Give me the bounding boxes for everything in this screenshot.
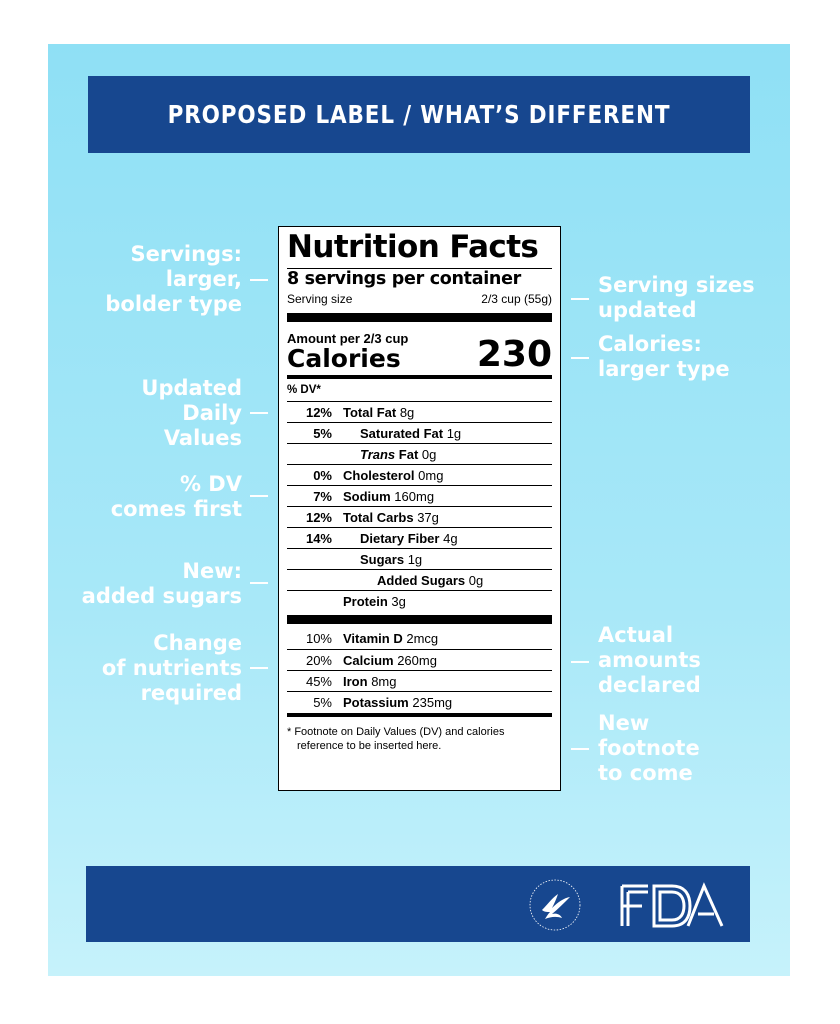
footnote: [287, 725, 542, 753]
footnote-line: * Footnote on Daily Values (DV) and calories: [287, 726, 505, 738]
nutrient-amount: 4g: [443, 531, 458, 546]
callout-line: Updated: [141, 376, 242, 400]
callout-line: Change: [153, 631, 242, 655]
nutrient-dv: 7%: [313, 489, 332, 504]
nutrient-amount: 37g: [417, 510, 439, 525]
callout-line: % DV: [179, 472, 242, 496]
page-title: PROPOSED LABEL / WHAT’S DIFFERENT: [167, 100, 671, 129]
nutrition-facts-label: [278, 226, 561, 791]
nutrient-name: Sugars: [360, 552, 405, 567]
nutrient-row: [287, 506, 552, 528]
divider-medium: [287, 375, 552, 379]
callout-line: Actual: [598, 623, 674, 647]
vitamin-row: [287, 691, 552, 713]
nutrient-amount: 8g: [399, 405, 415, 420]
callout-calories: [598, 332, 730, 382]
nutrient-name: Cholesterol: [343, 468, 415, 483]
callout-line: footnote: [598, 736, 700, 760]
nutrient-row: [287, 422, 552, 444]
label-title: Nutrition Facts: [287, 229, 539, 265]
nutrient-dv: 12%: [305, 405, 332, 420]
callout-connector: [250, 667, 268, 669]
nutrient-amount: 1g: [407, 552, 423, 567]
vitamin-amount: 2mcg: [406, 631, 439, 646]
callout-serving-sizes: [598, 273, 755, 323]
dv-header: % DV*: [287, 384, 321, 396]
divider-medium: [287, 713, 552, 717]
vitamin-dv: 45%: [305, 674, 332, 689]
nutrient-row: [287, 485, 552, 507]
nutrient-amount: 0g: [421, 447, 437, 462]
callout-line: updated: [598, 298, 697, 322]
callout-line: Serving sizes: [598, 273, 755, 297]
callout-line: amounts: [598, 648, 701, 672]
hhs-eagle-seal-icon: [528, 878, 582, 932]
vitamin-row: [287, 628, 552, 649]
vitamin-name: Potassium: [343, 695, 409, 710]
callout-connector: [250, 495, 268, 497]
nutrient-name: Saturated Fat: [360, 426, 444, 441]
vitamin-name: Calcium: [343, 653, 394, 668]
nutrient-row: [287, 569, 552, 591]
callout-connector: [250, 279, 268, 281]
vitamin-amount: 260mg: [397, 653, 437, 668]
callout-line: New: [598, 711, 650, 735]
vitamin-row: [287, 670, 552, 692]
callout-connector: [571, 661, 589, 663]
callout-line: of nutrients: [101, 656, 242, 680]
callout-line: New:: [182, 559, 242, 583]
callout-daily-values: [141, 376, 242, 451]
nutrient-dv: 5%: [313, 426, 332, 441]
vitamin-amount: 8mg: [371, 674, 397, 689]
nutrient-row: [287, 590, 552, 612]
callout-line: Calories:: [598, 332, 702, 356]
callout-new-footnote: [598, 711, 700, 786]
divider-thick: [287, 313, 552, 322]
calories-label: Calories: [287, 344, 401, 373]
vitamin-dv: 20%: [305, 653, 332, 668]
callout-line: Values: [163, 426, 242, 450]
callout-line: added sugars: [81, 584, 242, 608]
vitamin-name: Vitamin D: [343, 631, 403, 646]
callout-line: to come: [598, 761, 693, 785]
serving-size-value: 2/3 cup (55g): [481, 292, 552, 306]
nutrient-name: Total Fat: [343, 405, 397, 420]
nutrient-row: [287, 464, 552, 486]
divider-thick: [287, 615, 552, 624]
nutrient-row: [287, 443, 552, 465]
nutrient-name: Sodium: [343, 489, 391, 504]
nutrient-name-rest: Fat: [395, 447, 419, 462]
callout-line: comes first: [110, 497, 242, 521]
callout-line: larger type: [598, 357, 730, 381]
callout-added-sugars: [82, 559, 242, 609]
nutrient-amount: 3g: [391, 594, 406, 609]
callout-connector: [250, 582, 268, 584]
nutrient-row: [287, 548, 552, 570]
nutrient-row: [287, 401, 552, 423]
callout-line: Servings:: [130, 242, 242, 266]
callout-dv-first: [111, 472, 242, 522]
footnote-line: reference to be inserted here.: [297, 740, 442, 752]
nutrient-name: Dietary Fiber: [360, 531, 440, 546]
nutrient-name: Total Carbs: [343, 510, 414, 525]
nutrient-amount: 0mg: [418, 468, 444, 483]
vitamin-row: [287, 649, 552, 671]
vitamin-amount: 235mg: [412, 695, 453, 710]
nutrient-dv: 12%: [305, 510, 332, 525]
callout-line: larger,: [165, 267, 242, 291]
callout-connector: [571, 748, 589, 750]
nutrient-name: Trans: [360, 447, 396, 462]
nutrient-dv: 14%: [305, 531, 332, 546]
nutrient-amount: 0g: [468, 573, 484, 588]
callout-connector: [250, 412, 268, 414]
header-banner: [88, 76, 750, 153]
nutrient-name: Protein: [343, 594, 388, 609]
serving-size-label: Serving size: [287, 292, 353, 306]
vitamin-name: Iron: [343, 674, 368, 689]
callout-line: Daily: [182, 401, 242, 425]
vitamin-dv: 5%: [313, 695, 332, 710]
fda-logo: [618, 880, 728, 932]
callout-line: bolder type: [105, 292, 242, 316]
nutrient-row: [287, 527, 552, 549]
callout-nutrients-required: [102, 631, 242, 706]
callout-connector: [571, 357, 589, 359]
vitamin-dv: 10%: [305, 631, 332, 646]
nutrient-amount: 1g: [446, 426, 462, 441]
servings-per-container: 8 servings per container: [287, 269, 521, 289]
nutrient-dv: 0%: [313, 468, 332, 483]
callout-line: required: [140, 681, 242, 705]
callout-line: declared: [598, 673, 701, 697]
callout-servings: [105, 242, 242, 317]
callout-connector: [571, 298, 589, 300]
nutrient-amount: 160mg: [394, 489, 435, 504]
callout-actual-amounts: [598, 623, 701, 698]
calories-value: 230: [476, 334, 552, 375]
nutrient-name: Added Sugars: [377, 573, 466, 588]
amount-per-serving: Amount per 2/3 cup: [287, 331, 409, 346]
